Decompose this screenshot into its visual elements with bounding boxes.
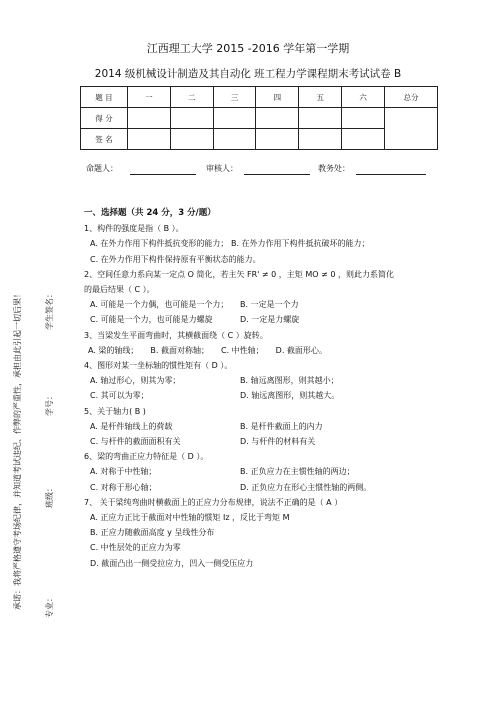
question-4-row-cd <box>84 388 456 403</box>
signature-cell[interactable] <box>256 129 299 150</box>
question-2-stem: 2、空间任意力系向某一定点 O 简化，若主矢 FR' ≠ 0 ，主矩 MO ≠ 0 ，则此力系简化 <box>84 269 394 279</box>
proposer-field[interactable] <box>130 174 196 175</box>
question-4-option-a: A. 轴过形心，则其为零； <box>90 376 181 386</box>
signature-cell[interactable] <box>128 129 171 150</box>
question-3-option-c: C. 中性轴； <box>221 345 264 355</box>
class-label: 班级： <box>45 484 54 508</box>
question-4-option-b: B. 轴远离图形，则其越小； <box>240 376 339 386</box>
question-3-option-b: B. 截面对称轴； <box>150 345 209 355</box>
table-row <box>81 87 438 108</box>
col-header-4: 四 <box>256 87 299 108</box>
question-2-option-b: B. 一定是一个力 <box>240 300 299 310</box>
row-title-subject: 题 目 <box>81 87 128 108</box>
question-1-option-ab: A. 在外力作用下构件抵抗变形的能力； B. 在外力作用下构件抵抗破坏的能力； <box>90 239 370 249</box>
question-3-options <box>84 343 456 358</box>
academic-office-field[interactable] <box>356 174 426 175</box>
question-2-row-ab <box>84 297 456 312</box>
question-6-option-a: A. 对称于中性轴； <box>90 467 157 477</box>
score-cell[interactable] <box>170 108 213 129</box>
score-cell[interactable] <box>342 108 385 129</box>
score-cell[interactable] <box>256 108 299 129</box>
question-4-option-c: C. 其可以为零； <box>90 391 149 401</box>
question-2-row-cd <box>84 312 456 327</box>
question-4-row-ab <box>84 373 456 388</box>
proposer-label: 命题人： <box>86 164 118 173</box>
question-7-option-d: D. 截面凸出一侧受拉应力，凹入一侧受压应力 <box>90 558 254 568</box>
question-3-stem: 3、当梁发生平面弯曲时，其横截面绕（ C ）旋转。 <box>84 330 268 340</box>
section-heading: 一、选择题（共 24 分，3 分/题） <box>84 208 216 218</box>
col-header-total: 总分 <box>385 87 438 108</box>
question-3-option-a: A. 梁的轴线； <box>88 345 139 355</box>
row-title-score: 得 分 <box>81 108 128 129</box>
reviewer-label: 审核人： <box>206 164 238 173</box>
question-2-option-c: C. 可能是一个力，也可能是力螺旋 <box>90 315 213 325</box>
col-header-6: 六 <box>342 87 385 108</box>
score-cell[interactable] <box>213 108 256 129</box>
question-5-option-a: A. 是杆件轴线上的荷载 <box>90 421 173 431</box>
question-5-row-ab <box>84 419 456 434</box>
col-header-5: 五 <box>299 87 342 108</box>
question-7-option-c: C. 中性层处的正应力为零 <box>90 543 181 553</box>
score-table <box>80 86 438 150</box>
question-3-option-d: D. 截面形心。 <box>275 345 327 355</box>
table-row <box>81 129 438 150</box>
signature-cell[interactable] <box>342 129 385 150</box>
col-header-1: 一 <box>128 87 171 108</box>
question-6-row-cd <box>84 480 456 495</box>
question-4-stem: 4、图形对某一坐标轴的惯性矩有（ D ）。 <box>84 361 233 371</box>
signature-cell[interactable] <box>213 129 256 150</box>
score-cell[interactable] <box>299 108 342 129</box>
question-7-option-a: A. 正应力正比于截面对中性轴的惯矩 Iz ，反比于弯矩 M <box>90 513 290 523</box>
question-section <box>84 206 456 571</box>
question-6-row-ab <box>84 464 456 479</box>
question-7-stem: 7、 关于梁纯弯曲时横截面上的正应力分布规律，说法不正确的是（ A ） <box>84 497 343 507</box>
question-6-option-d: D. 正负应力在形心主惯性轴的两侧。 <box>240 482 372 492</box>
question-2-stem-cont: 的最后结果（ C ）。 <box>84 285 155 295</box>
question-6-option-b: B. 正负应力在主惯性轴的两边； <box>240 467 355 477</box>
exam-title-line1: 江西理工大学 2015 -2016 学年第一学期 <box>146 42 350 55</box>
question-5-option-c: C. 与杆件的截面面积有关 <box>90 437 181 447</box>
col-header-3: 三 <box>213 87 256 108</box>
question-5-option-d: D. 与杆件的材料有关 <box>240 437 316 447</box>
student-signature-label: 学生签名： <box>45 290 54 330</box>
question-5-row-cd <box>84 434 456 449</box>
signature-cell[interactable] <box>170 129 213 150</box>
exam-title-line2: 2014 级机械设计制造及其自动化 班工程力学课程期末考试试卷 B <box>94 68 402 80</box>
question-1-option-c: C. 在外力作用下构件保持原有平衡状态的能力。 <box>90 254 261 264</box>
total-score-cell[interactable] <box>385 108 438 150</box>
pledge-text: 承诺：我将严格遵守考场纪律，并知道考试违纪、作弊的严重性，承担由此引起一切后果！ <box>13 290 22 610</box>
question-6-option-c: C. 对称于形心轴； <box>90 482 157 492</box>
academic-office-label: 教务处： <box>318 164 350 173</box>
student-id-label: 学号： <box>45 392 54 416</box>
question-1-stem: 1、构件的强度是指（ B ）。 <box>84 224 184 234</box>
question-5-stem: 5、关于轴力( B ) <box>84 406 146 416</box>
signature-cell[interactable] <box>299 129 342 150</box>
major-label: 专业： <box>45 594 54 618</box>
col-header-2: 二 <box>170 87 213 108</box>
score-cell[interactable] <box>128 108 171 129</box>
reviewer-field[interactable] <box>244 174 310 175</box>
question-6-stem: 6、梁的弯曲正应力特征是（ D ）。 <box>84 452 209 462</box>
question-7-option-b: B. 正应力随截面高度 y 呈线性分布 <box>90 528 215 538</box>
question-2-option-a: A. 可能是一个力偶，也可能是一个力； <box>90 300 229 310</box>
row-title-signature: 签 名 <box>81 129 128 150</box>
question-4-option-d: D. 轴远离图形，则其越大。 <box>240 391 340 401</box>
question-5-option-b: B. 是杆件截面上的内力 <box>240 421 323 431</box>
question-2-option-d: D. 一定是力螺旋 <box>240 315 300 325</box>
table-row <box>81 108 438 129</box>
